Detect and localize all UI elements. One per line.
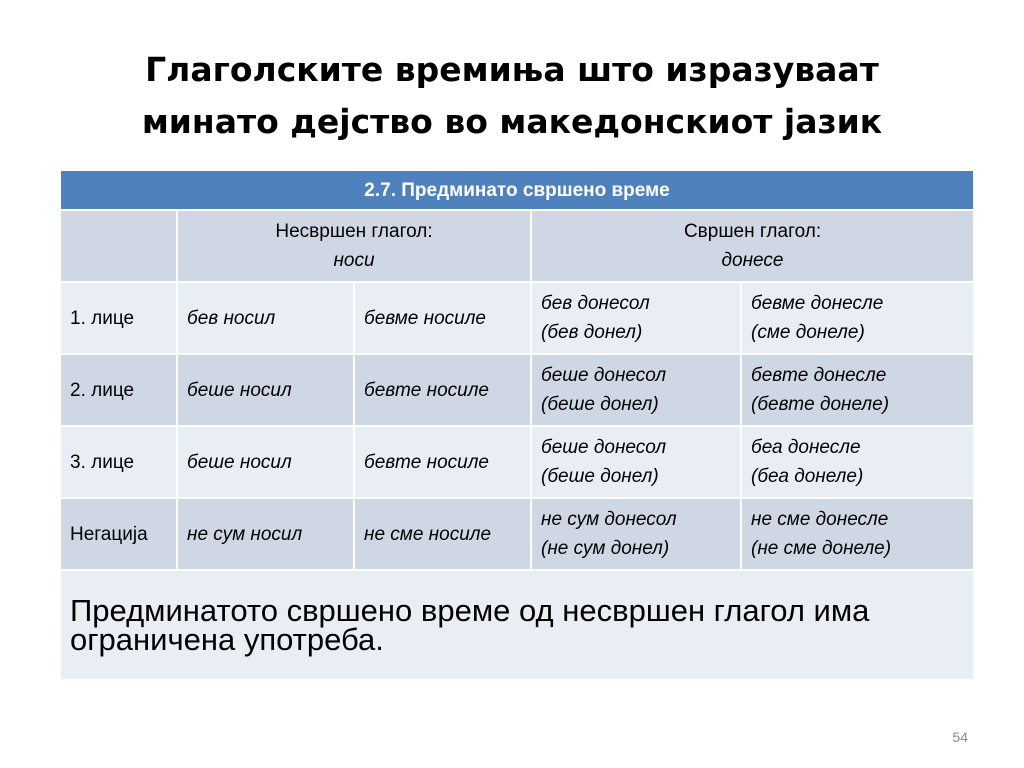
form-cell bbox=[354, 426, 531, 498]
slide-title-line-1: Глаголските времиња што изразуваат bbox=[145, 50, 879, 89]
form-text: беше носил bbox=[187, 379, 292, 401]
imperfective-verb-type: Несвршен глагол: bbox=[275, 221, 433, 242]
form-text: бевме донесле bbox=[751, 293, 884, 314]
form-text: не сум носил bbox=[187, 523, 303, 545]
table-heading: 2.7. Предминато свршено време bbox=[60, 170, 974, 210]
form-text: не сум донесол bbox=[541, 509, 677, 530]
form-variant: (бев донел) bbox=[541, 322, 643, 343]
form-cell bbox=[354, 498, 531, 570]
imperfective-verb-header bbox=[177, 210, 531, 282]
row-label: 3. лице bbox=[60, 426, 177, 498]
form-text: беше донесол bbox=[541, 437, 667, 458]
form-cell bbox=[177, 426, 354, 498]
form-text: бевте носиле bbox=[364, 451, 490, 473]
row-label: 2. лице bbox=[60, 354, 177, 426]
perfective-verb: донесе bbox=[721, 250, 784, 271]
form-cell bbox=[354, 354, 531, 426]
form-text: бевме носиле bbox=[364, 307, 486, 329]
form-variant: (бевте донеле) bbox=[751, 394, 890, 415]
slide-title bbox=[0, 44, 1024, 148]
slide-number: 54 bbox=[952, 729, 968, 745]
form-cell bbox=[531, 426, 741, 498]
form-text: беа донесле bbox=[751, 437, 861, 458]
form-text: бев донесол bbox=[541, 293, 650, 314]
table-row bbox=[60, 354, 974, 426]
row-label: Негација bbox=[60, 498, 177, 570]
table-row bbox=[60, 426, 974, 498]
form-cell bbox=[177, 282, 354, 354]
form-cell bbox=[741, 498, 974, 570]
form-variant: (не сум донел) bbox=[541, 538, 670, 559]
form-variant: (беше донел) bbox=[541, 394, 659, 415]
form-text: не сме носиле bbox=[364, 523, 492, 545]
table-row bbox=[60, 498, 974, 570]
imperfective-verb: носи bbox=[333, 250, 375, 271]
form-variant: (не сме донеле) bbox=[751, 538, 892, 559]
table-row bbox=[60, 282, 974, 354]
form-cell bbox=[177, 354, 354, 426]
form-cell bbox=[741, 426, 974, 498]
form-variant: (беше донел) bbox=[541, 466, 659, 487]
note-row bbox=[60, 570, 974, 680]
row-label: 1. лице bbox=[60, 282, 177, 354]
form-text: не сме донесле bbox=[751, 509, 889, 530]
form-cell bbox=[741, 282, 974, 354]
form-text: бевте носиле bbox=[364, 379, 490, 401]
form-cell bbox=[354, 282, 531, 354]
form-text: бевте донесле bbox=[751, 365, 887, 386]
perfective-verb-header bbox=[531, 210, 974, 282]
form-text: беше носил bbox=[187, 451, 292, 473]
usage-note: Предминатото свршено време од несвршен глагол има ограничена употреба. bbox=[60, 570, 974, 680]
form-cell bbox=[741, 354, 974, 426]
slide-title-line-2: минато дејство во македонскиот јазик bbox=[141, 102, 883, 141]
verb-header-row bbox=[60, 210, 974, 282]
form-text: бев носил bbox=[187, 307, 276, 329]
form-cell bbox=[531, 282, 741, 354]
form-cell bbox=[177, 498, 354, 570]
corner-cell bbox=[60, 210, 177, 282]
form-text: беше донесол bbox=[541, 365, 667, 386]
perfective-verb-type: Свршен глагол: bbox=[683, 221, 822, 242]
form-cell bbox=[531, 354, 741, 426]
tense-table bbox=[59, 169, 975, 681]
form-variant: (беа донеле) bbox=[751, 466, 864, 487]
form-variant: (сме донеле) bbox=[751, 322, 865, 343]
table-heading-row bbox=[60, 170, 974, 210]
form-cell bbox=[531, 498, 741, 570]
